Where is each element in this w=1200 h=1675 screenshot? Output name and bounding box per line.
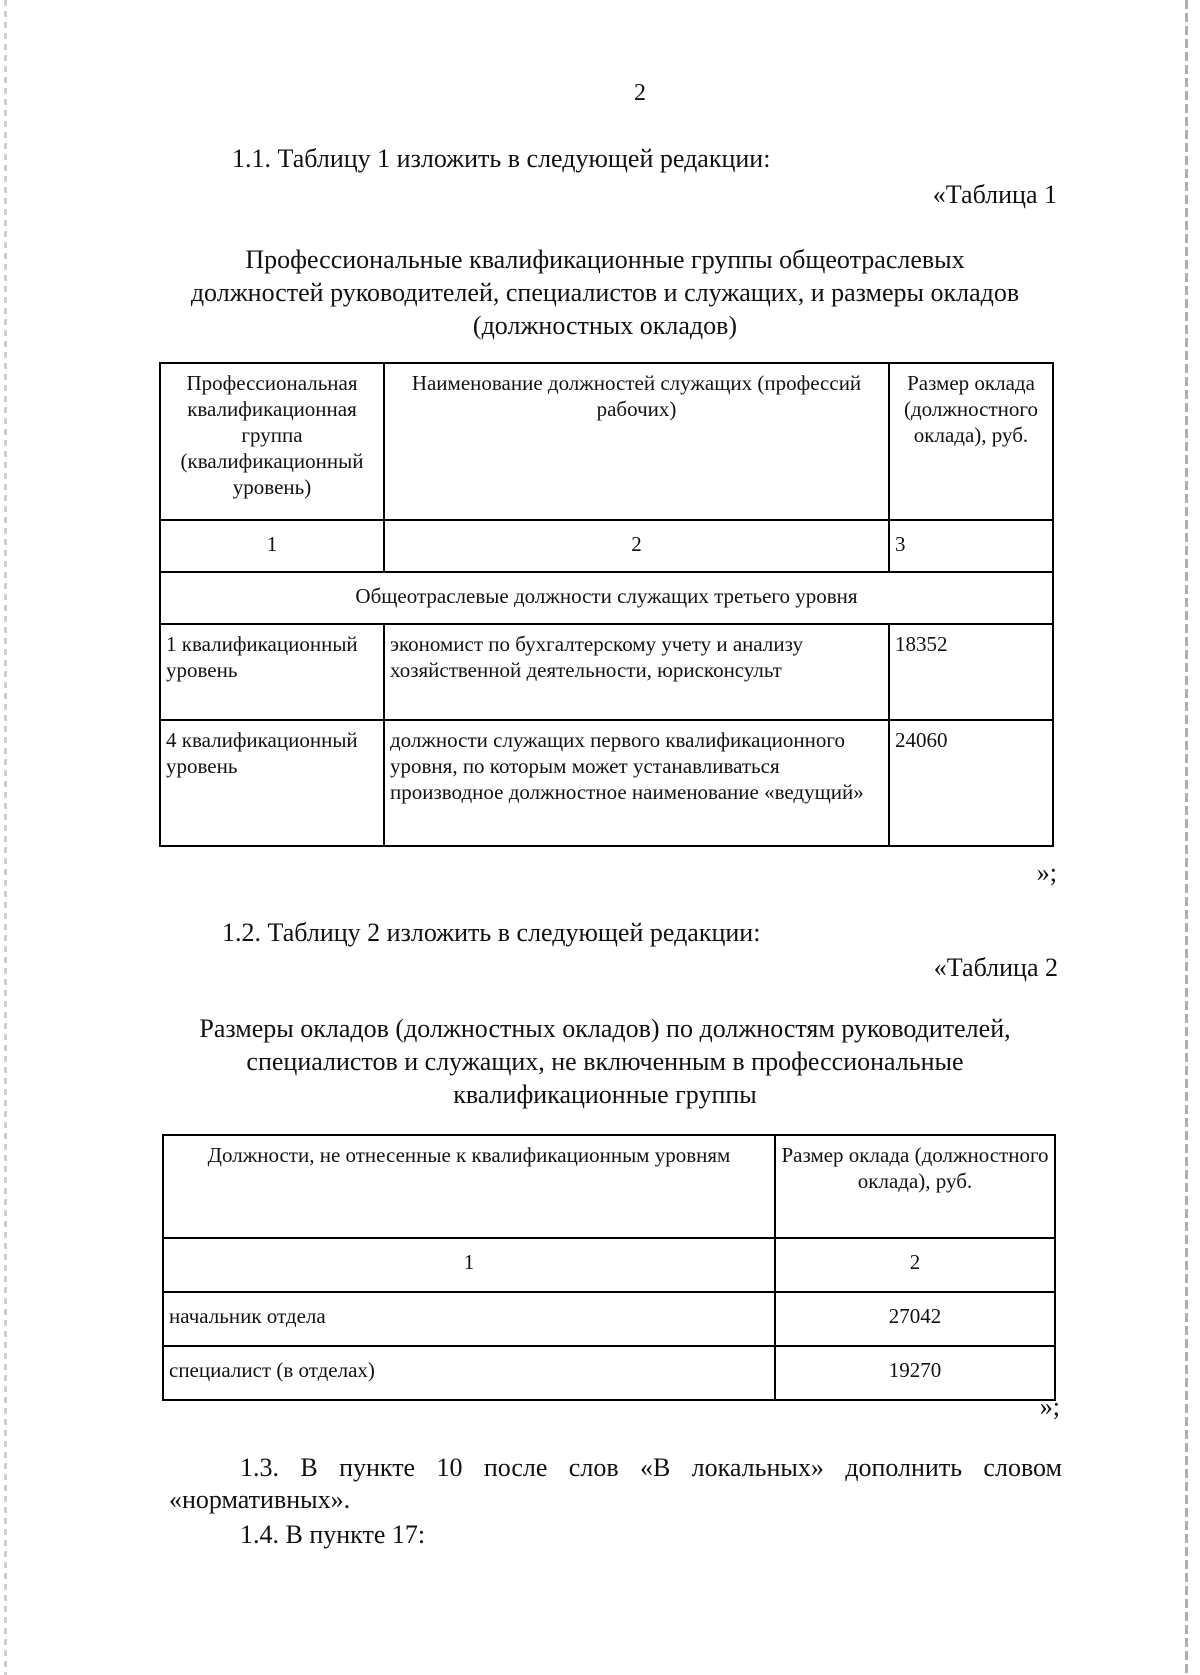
table-2-header-row bbox=[163, 1135, 1055, 1238]
table-2-column-number-row bbox=[163, 1238, 1055, 1292]
table-1-column-number: 1 bbox=[160, 520, 384, 572]
table-1-column-number: 3 bbox=[889, 520, 1053, 572]
table-2-title-line: специалистов и служащих, не включенным в профессиональные bbox=[246, 1047, 964, 1076]
table-1 bbox=[159, 362, 1054, 847]
table-1-header-row bbox=[160, 363, 1053, 520]
table-row bbox=[163, 1292, 1055, 1346]
table-1-closing-quote: »; bbox=[1036, 858, 1057, 887]
table-1-salary-cell: 18352 bbox=[889, 624, 1053, 720]
table-2-title-line: квалификационные группы bbox=[453, 1080, 757, 1109]
table-1-positions-cell: должности служащих первого квалификационного уровня, по которым может устанавливаться производное должностное наименование «ведущий» bbox=[384, 720, 889, 846]
table-1-positions-cell: экономист по бухгалтерскому учету и анализу хозяйственной деятельности, юрисконсульт bbox=[384, 624, 889, 720]
table-row bbox=[160, 720, 1053, 846]
section-1-2-instruction: 1.2. Таблицу 2 изложить в следующей редакции: bbox=[222, 918, 761, 947]
table-2 bbox=[162, 1134, 1056, 1401]
table-2-position-cell: начальник отдела bbox=[163, 1292, 775, 1346]
table-1-salary-cell: 24060 bbox=[889, 720, 1053, 846]
table-2-position-cell: специалист (в отделах) bbox=[163, 1346, 775, 1400]
table-2-salary-cell: 27042 bbox=[775, 1292, 1055, 1346]
table-2-header-cell: Должности, не отнесенные к квалификационным уровням bbox=[163, 1135, 775, 1238]
table-1-title bbox=[140, 243, 1070, 342]
scan-edge-left bbox=[4, 0, 7, 1675]
table-1-level-cell: 4 квалификационный уровень bbox=[160, 720, 384, 846]
table-2-column-number: 2 bbox=[775, 1238, 1055, 1292]
table-1-label: «Таблица 1 bbox=[932, 180, 1057, 209]
table-1-group-row bbox=[160, 572, 1053, 624]
scan-edge-right bbox=[1185, 0, 1188, 1675]
table-1-level-cell: 1 квалификационный уровень bbox=[160, 624, 384, 720]
table-2-title bbox=[140, 1012, 1070, 1111]
table-2-column-number: 1 bbox=[163, 1238, 775, 1292]
section-1-4-text: 1.4. В пункте 17: bbox=[240, 1520, 426, 1549]
table-1-group-title: Общеотраслевые должности служащих третьего уровня bbox=[160, 572, 1053, 624]
section-1-1-instruction: 1.1. Таблицу 1 изложить в следующей редакции: bbox=[232, 144, 771, 173]
table-2-closing-quote: »; bbox=[1039, 1392, 1060, 1421]
table-1-column-number: 2 bbox=[384, 520, 889, 572]
table-2-header-cell: Размер оклада (должностного оклада), руб. bbox=[775, 1135, 1055, 1238]
table-1-title-line: должностей руководителей, специалистов и служащих, и размеры окладов bbox=[190, 278, 1020, 307]
table-2-title-line: Размеры окладов (должностных окладов) по должностям руководителей, bbox=[199, 1014, 1011, 1043]
table-row bbox=[160, 624, 1053, 720]
table-2-label: «Таблица 2 bbox=[933, 953, 1058, 982]
table-1-column-number-row bbox=[160, 520, 1053, 572]
table-1-title-line: Профессиональные квалификационные группы общеотраслевых bbox=[245, 245, 965, 274]
table-1-header-cell: Размер оклада (должностного оклада), руб. bbox=[889, 363, 1053, 520]
page-number: 2 bbox=[634, 80, 646, 106]
table-1-title-line: (должностных окладов) bbox=[472, 311, 738, 340]
table-2-salary-cell: 19270 bbox=[775, 1346, 1055, 1400]
table-1-header-cell: Профессиональная квалификационная группа (квалификационный уровень) bbox=[160, 363, 384, 520]
section-1-3-text-line2: «нормативных». bbox=[169, 1485, 351, 1514]
table-1-header-cell: Наименование должностей служащих (профессий рабочих) bbox=[384, 363, 889, 520]
section-1-3-text-line1: 1.3. В пункте 10 после слов «В локальных» дополнить словом bbox=[240, 1453, 1062, 1482]
